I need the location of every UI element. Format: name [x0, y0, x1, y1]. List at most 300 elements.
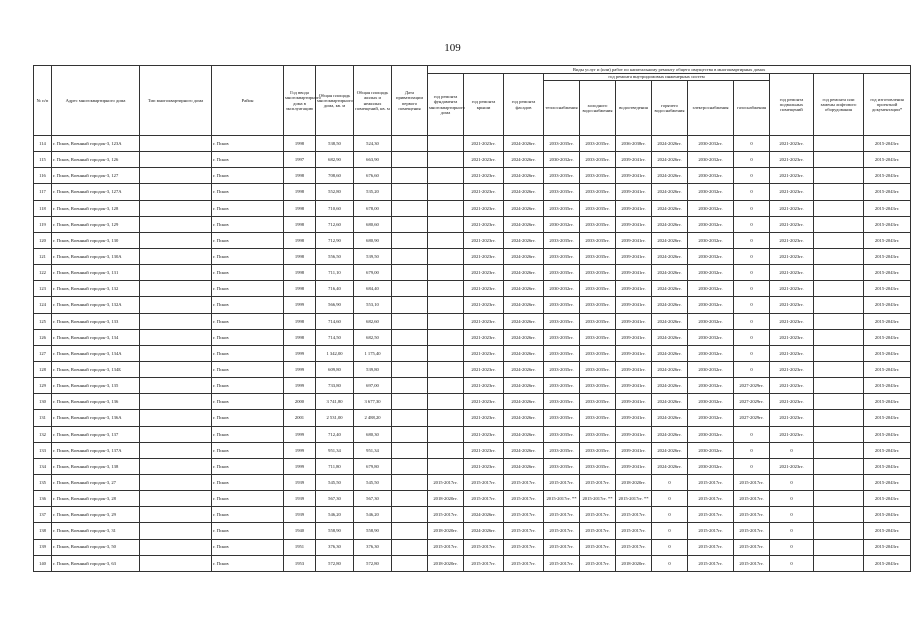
table-cell: 2024-2026гг. — [504, 297, 544, 313]
header-project: год изготовления проектной документации* — [864, 74, 911, 136]
table-cell: г. Псков — [212, 136, 284, 152]
table-cell: 121 — [34, 248, 52, 264]
table-cell — [392, 410, 428, 426]
table-cell: 2030-2032гг. — [688, 410, 734, 426]
table-cell: 2033-2035гг. — [580, 248, 616, 264]
table-cell: г. Псков, Военный городок-3, 133 — [52, 313, 140, 329]
table-cell: 2030-2032гг. — [688, 361, 734, 377]
table-cell: 1998 — [284, 329, 316, 345]
table-cell: 2039-2041гг. — [616, 216, 652, 232]
table-cell — [392, 361, 428, 377]
table-cell: 2024-2026гг. — [652, 297, 688, 313]
table-cell — [428, 297, 464, 313]
table-cell: 376,30 — [316, 539, 354, 555]
table-cell: 2021-2023гг. — [770, 168, 814, 184]
table-cell: 2030-2032гг. — [688, 442, 734, 458]
table-cell: 2030-2032гг. — [688, 152, 734, 168]
table-row — [34, 248, 911, 264]
table-cell: 0 — [734, 216, 770, 232]
table-cell — [814, 507, 864, 523]
table-cell: 2015-2017гг. ** — [616, 491, 652, 507]
table-cell: 2015-2017гг. — [464, 539, 504, 555]
table-cell: 1998 — [284, 281, 316, 297]
table-cell: 2015-2017гг. — [616, 539, 652, 555]
table-cell: 567,30 — [354, 491, 392, 507]
table-cell: 1999 — [284, 442, 316, 458]
table-cell — [392, 200, 428, 216]
table-cell: г. Псков, Военный городок-3, 127 — [52, 168, 140, 184]
table-row — [34, 313, 911, 329]
table-cell — [814, 394, 864, 410]
table-cell: 2027-2029гг. — [734, 410, 770, 426]
table-cell: 135 — [34, 474, 52, 490]
table-cell: г. Псков — [212, 297, 284, 313]
table-cell: 114 — [34, 136, 52, 152]
table-cell — [140, 248, 212, 264]
table-row — [34, 152, 911, 168]
table-cell: 2021-2023гг. — [464, 442, 504, 458]
table-cell: 2033-2035гг. — [580, 410, 616, 426]
header-date-record: Дата приватизации первого помещения — [392, 66, 428, 136]
table-cell: 710,60 — [316, 200, 354, 216]
table-cell — [392, 394, 428, 410]
table-cell: 2030-2032гг. — [688, 394, 734, 410]
table-cell: 2033-2035гг. — [544, 329, 580, 345]
table-cell: г. Псков — [212, 555, 284, 571]
table-cell — [814, 345, 864, 361]
table-cell: 535,20 — [354, 184, 392, 200]
table-row — [34, 410, 911, 426]
table-cell: 1998 — [284, 136, 316, 152]
table-cell: 2039-2041гг. — [616, 265, 652, 281]
table-cell: 2030-2032гг. — [544, 216, 580, 232]
table-cell — [140, 313, 212, 329]
table-cell: 2021-2023гг. — [770, 313, 814, 329]
table-cell: 552,80 — [316, 184, 354, 200]
table-cell: 2024-2026гг. — [652, 168, 688, 184]
table-cell: 2015-2017гг. — [544, 539, 580, 555]
table-cell: 2015-2017гг. — [544, 507, 580, 523]
table-cell: 2024-2026гг. — [504, 345, 544, 361]
table-cell: 2039-2041гг. — [616, 152, 652, 168]
table-cell: 2015-2017гг. — [580, 474, 616, 490]
table-cell: 0 — [652, 523, 688, 539]
table-cell — [814, 232, 864, 248]
table-cell: 567,30 — [316, 491, 354, 507]
table-cell: 1998 — [284, 248, 316, 264]
table-cell — [428, 232, 464, 248]
table-cell: 2015-2043гг. — [864, 216, 911, 232]
table-cell: 2015-2017гг. — [688, 523, 734, 539]
table-cell: 1939 — [284, 474, 316, 490]
table-cell: 539,80 — [354, 361, 392, 377]
table-cell: 2021-2023гг. — [464, 248, 504, 264]
table-cell: 2024-2026гг. — [464, 507, 504, 523]
table-cell: 2033-2035гг. — [580, 329, 616, 345]
table-cell: 2024-2026гг. — [652, 329, 688, 345]
table-cell: 2033-2035гг. — [580, 265, 616, 281]
header-address: Адрес многоквартирного дома — [52, 66, 140, 136]
table-cell: 2033-2035гг. — [544, 410, 580, 426]
table-cell: 2021-2023гг. — [464, 361, 504, 377]
table-row — [34, 297, 911, 313]
table-cell: 556,50 — [316, 248, 354, 264]
table-cell — [814, 458, 864, 474]
table-cell: 2039-2041гг. — [616, 329, 652, 345]
table-cell: 2030-2032гг. — [688, 136, 734, 152]
table-cell: 2039-2041гг. — [616, 426, 652, 442]
table-cell: 2015-2017гг. — [504, 555, 544, 571]
table-cell: 0 — [734, 152, 770, 168]
table-cell: 2024-2026гг. — [652, 184, 688, 200]
table-cell: 2015-2017гг. — [616, 507, 652, 523]
table-cell — [814, 539, 864, 555]
table-cell: г. Псков — [212, 523, 284, 539]
table-cell — [428, 345, 464, 361]
header-gas: газоснабжения — [734, 81, 770, 136]
table-cell: 2018-2020гг. — [428, 491, 464, 507]
table-body — [34, 136, 911, 572]
table-cell: 118 — [34, 200, 52, 216]
table-cell: 2030-2032гг. — [688, 200, 734, 216]
table-cell — [814, 555, 864, 571]
table-cell: 129 — [34, 378, 52, 394]
table-cell: 0 — [734, 426, 770, 442]
table-cell: 2021-2023гг. — [464, 200, 504, 216]
table-cell: 2015-2017гг. — [616, 523, 652, 539]
table-cell: г. Псков, Военный городок-3, 132А — [52, 297, 140, 313]
table-cell — [140, 200, 212, 216]
table-cell — [140, 378, 212, 394]
table-cell — [140, 523, 212, 539]
table-cell: 2015-2017гг. — [464, 555, 504, 571]
table-cell: 120 — [34, 232, 52, 248]
table-cell: 682,90 — [316, 152, 354, 168]
table-cell: 2015-2017гг. — [688, 555, 734, 571]
table-cell: 2015-2043гг. — [864, 394, 911, 410]
table-cell: 2015-2043гг. — [864, 426, 911, 442]
table-cell: 2039-2041гг. — [616, 361, 652, 377]
table-row — [34, 184, 911, 200]
table-cell — [814, 136, 864, 152]
table-cell: 663,90 — [354, 152, 392, 168]
table-cell: 2021-2023гг. — [464, 136, 504, 152]
table-cell: 2033-2035гг. — [580, 281, 616, 297]
table-cell: г. Псков — [212, 200, 284, 216]
table-cell: 126 — [34, 329, 52, 345]
table-cell: 130 — [34, 394, 52, 410]
header-engineering-group: год ремонта внутридомовых инженерных систем — [544, 74, 770, 81]
table-cell: 2033-2035гг. — [544, 378, 580, 394]
table-row — [34, 136, 911, 152]
table-cell: 2015-2043гг. — [864, 491, 911, 507]
table-cell: 2039-2041гг. — [616, 378, 652, 394]
table-cell — [392, 442, 428, 458]
table-cell: г. Псков, Военный городок-3, 134Б — [52, 361, 140, 377]
header-living-area: Общая площадь жилых и нежилых помещений, кв. м — [354, 66, 392, 136]
table-cell: 2015-2017гг. — [688, 474, 734, 490]
table-cell: 2021-2023гг. — [464, 265, 504, 281]
table-cell: 2024-2026гг. — [464, 523, 504, 539]
table-row — [34, 200, 911, 216]
table-cell: 712,40 — [316, 426, 354, 442]
table-cell: 2039-2041гг. — [616, 442, 652, 458]
table-cell: 682,50 — [354, 329, 392, 345]
table-cell: 2033-2035гг. — [544, 297, 580, 313]
table-cell: 2033-2035гг. — [580, 152, 616, 168]
table-cell — [814, 426, 864, 442]
table-row — [34, 216, 911, 232]
table-cell: 2024-2026гг. — [652, 426, 688, 442]
table-cell — [428, 361, 464, 377]
table-cell: 2015-2017гг. — [734, 523, 770, 539]
table-row — [34, 329, 911, 345]
table-cell: 2030-2032гг. — [688, 232, 734, 248]
table-cell: 2030-2032гг. — [544, 152, 580, 168]
table-cell: 0 — [734, 313, 770, 329]
table-cell: 1999 — [284, 378, 316, 394]
table-cell: г. Псков, Военный городок-3, 27 — [52, 474, 140, 490]
table-cell: 134 — [34, 458, 52, 474]
table-cell: 2033-2035гг. — [544, 394, 580, 410]
table-cell: 2021-2023гг. — [464, 216, 504, 232]
table-cell — [392, 345, 428, 361]
table-cell: 2021-2023гг. — [464, 313, 504, 329]
table-cell: 2024-2026гг. — [504, 394, 544, 410]
table-cell: 2033-2035гг. — [580, 297, 616, 313]
table-cell: 2015-2043гг. — [864, 168, 911, 184]
table-cell: 2033-2035гг. — [580, 200, 616, 216]
table-cell — [140, 539, 212, 555]
table-row — [34, 265, 911, 281]
table-cell: г. Псков, Военный городок-3, 28 — [52, 491, 140, 507]
table-cell: 0 — [652, 507, 688, 523]
table-cell — [392, 152, 428, 168]
table-cell: 2021-2023гг. — [770, 152, 814, 168]
table-cell — [392, 297, 428, 313]
table-cell: г. Псков, Военный городок-3, 134 — [52, 329, 140, 345]
table-cell — [392, 248, 428, 264]
table-cell: 136 — [34, 491, 52, 507]
table-cell: 2015-2043гг. — [864, 474, 911, 490]
header-roof: год ремонта крыши — [464, 74, 504, 136]
table-cell: 1998 — [284, 232, 316, 248]
table-cell — [140, 474, 212, 490]
table-cell: 558,90 — [316, 523, 354, 539]
table-cell: 0 — [734, 458, 770, 474]
table-cell — [140, 345, 212, 361]
table-cell — [140, 458, 212, 474]
table-cell: 2030-2032гг. — [688, 216, 734, 232]
table-cell: 2015-2017гг. — [544, 555, 580, 571]
table-cell: г. Псков — [212, 378, 284, 394]
table-cell: 2039-2041гг. — [616, 394, 652, 410]
table-cell: 2033-2035гг. — [580, 216, 616, 232]
table-cell — [140, 184, 212, 200]
header-basement: год ремонта подвальных помещений — [770, 74, 814, 136]
table-cell: 2030-2032гг. — [688, 313, 734, 329]
table-cell: 1999 — [284, 345, 316, 361]
table-cell: 2024-2026гг. — [504, 426, 544, 442]
table-row — [34, 168, 911, 184]
table-cell — [428, 426, 464, 442]
table-cell — [814, 152, 864, 168]
table-cell: 2027-2029гг. — [734, 378, 770, 394]
table-cell: 1998 — [284, 313, 316, 329]
table-cell: г. Псков — [212, 184, 284, 200]
table-cell: 2027-2029гг. — [734, 394, 770, 410]
table-cell: 2015-2017гг. — [428, 507, 464, 523]
table-cell: 539,50 — [354, 248, 392, 264]
table-cell: 2024-2026гг. — [652, 216, 688, 232]
header-works-group: Виды услуг и (или) работ по капитальному ремонту общего имущества в многоквартирных домах — [428, 66, 911, 74]
header-hot: горячего водоснабжения — [652, 81, 688, 136]
table-cell: г. Псков — [212, 442, 284, 458]
table-cell: г. Псков — [212, 539, 284, 555]
header-num: № п/п — [34, 66, 52, 136]
table-cell: г. Псков, Военный городок-3, 130А — [52, 248, 140, 264]
table-cell: 0 — [770, 523, 814, 539]
header-heat: теплоснабжения — [544, 81, 580, 136]
table-cell: 2039-2041гг. — [616, 281, 652, 297]
table-cell: 2 531,00 — [316, 410, 354, 426]
table-cell: 2024-2026гг. — [652, 458, 688, 474]
table-cell: 2015-2017гг. — [504, 507, 544, 523]
table-cell: 2021-2023гг. — [770, 297, 814, 313]
table-cell: г. Псков — [212, 458, 284, 474]
table-cell: 376,30 — [354, 539, 392, 555]
table-cell: г. Псков, Военный городок-3, 123А — [52, 136, 140, 152]
table-cell: 2030-2032гг. — [688, 378, 734, 394]
table-cell — [392, 458, 428, 474]
table-cell — [140, 152, 212, 168]
table-cell: 2033-2035гг. — [580, 426, 616, 442]
table-cell: 1997 — [284, 152, 316, 168]
table-cell — [140, 426, 212, 442]
table-cell: 2024-2026гг. — [652, 313, 688, 329]
table-cell: 0 — [770, 539, 814, 555]
table-cell — [392, 281, 428, 297]
table-cell — [428, 281, 464, 297]
table-cell: 2021-2023гг. — [770, 329, 814, 345]
table-cell: 2039-2041гг. — [616, 345, 652, 361]
table-cell — [140, 168, 212, 184]
table-cell — [140, 216, 212, 232]
table-cell: 2015-2043гг. — [864, 361, 911, 377]
table-cell: 0 — [770, 507, 814, 523]
table-cell: 2018-2020гг. — [616, 474, 652, 490]
table-cell — [140, 232, 212, 248]
table-cell: 2015-2043гг. — [864, 329, 911, 345]
table-cell: 2024-2026гг. — [504, 168, 544, 184]
table-cell: 684,40 — [354, 281, 392, 297]
table-cell: 2018-2020гг. — [616, 555, 652, 571]
table-cell: г. Псков, Военный городок-3, 132 — [52, 281, 140, 297]
table-cell: 2021-2023гг. — [770, 361, 814, 377]
table-cell: 2024-2026гг. — [504, 329, 544, 345]
table-cell: г. Псков, Военный городок-3, 50 — [52, 539, 140, 555]
table-cell: 2024-2026гг. — [652, 410, 688, 426]
table-cell: 2033-2035гг. — [544, 361, 580, 377]
table-cell: 2015-2043гг. — [864, 507, 911, 523]
table-cell: г. Псков, Военный городок-3, 31 — [52, 523, 140, 539]
table-cell: г. Псков, Военный городок-3, 29 — [52, 507, 140, 523]
table-cell: 1999 — [284, 361, 316, 377]
table-cell — [814, 474, 864, 490]
table-cell: 1939 — [284, 491, 316, 507]
table-cell: 2021-2023гг. — [770, 232, 814, 248]
table-cell: г. Псков — [212, 507, 284, 523]
table-cell: г. Псков, Военный городок-3, 137 — [52, 426, 140, 442]
table-cell: 2024-2026гг. — [504, 378, 544, 394]
table-cell: 733,80 — [316, 378, 354, 394]
table-cell: 2015-2017гг. ** — [580, 491, 616, 507]
table-cell: 2039-2041гг. — [616, 232, 652, 248]
table-cell: 2033-2035гг. — [544, 168, 580, 184]
table-cell: г. Псков — [212, 152, 284, 168]
table-row — [34, 507, 911, 523]
table-cell — [392, 232, 428, 248]
table-cell: 2015-2017гг. — [504, 491, 544, 507]
header-type: Тип многоквартирного дома — [140, 66, 212, 136]
table-cell: 2036-2038гг. — [616, 136, 652, 152]
table-cell: 137 — [34, 507, 52, 523]
table-cell: 1998 — [284, 265, 316, 281]
table-cell: 2021-2023гг. — [464, 410, 504, 426]
table-cell: 711,80 — [316, 458, 354, 474]
table-cell: 2024-2026гг. — [652, 281, 688, 297]
table-cell: г. Псков, Военный городок-3, 129 — [52, 216, 140, 232]
table-cell: 131 — [34, 410, 52, 426]
table-cell: 2030-2032гг. — [688, 345, 734, 361]
table-row — [34, 345, 911, 361]
table-cell: 2015-2017гг. — [580, 555, 616, 571]
table-cell: 2024-2026гг. — [504, 442, 544, 458]
table-cell: 0 — [770, 442, 814, 458]
table-cell — [814, 168, 864, 184]
table-cell — [814, 361, 864, 377]
header-cold: холодного водоснабжения — [580, 81, 616, 136]
table-cell: 553,10 — [354, 297, 392, 313]
table-cell: 2033-2035гг. — [580, 394, 616, 410]
table-cell: 2021-2023гг. — [464, 152, 504, 168]
table-row — [34, 523, 911, 539]
table-cell: 1998 — [284, 200, 316, 216]
table-cell — [392, 523, 428, 539]
table-cell — [392, 507, 428, 523]
table-cell: 2021-2023гг. — [770, 136, 814, 152]
table-cell: г. Псков — [212, 232, 284, 248]
table-cell — [428, 152, 464, 168]
table-cell: 711,10 — [316, 265, 354, 281]
table-cell — [428, 378, 464, 394]
table-cell: 2030-2032гг. — [544, 281, 580, 297]
table-cell: 2021-2023гг. — [464, 426, 504, 442]
table-cell: г. Псков — [212, 281, 284, 297]
table-cell: 0 — [652, 539, 688, 555]
table-cell: г. Псков — [212, 426, 284, 442]
table-cell: г. Псков — [212, 216, 284, 232]
table-row — [34, 281, 911, 297]
header-fund-repair: год ремонта фундамента многоквартирного дома — [428, 74, 464, 136]
table-cell — [428, 136, 464, 152]
table-cell: 0 — [734, 136, 770, 152]
table-cell: 2024-2026гг. — [652, 442, 688, 458]
table-cell — [814, 442, 864, 458]
table-cell: 0 — [770, 491, 814, 507]
header-year: Год ввода многоквартирного дома в эксплуатацию — [284, 66, 316, 136]
table-cell: 2015-2017гг. ** — [544, 491, 580, 507]
